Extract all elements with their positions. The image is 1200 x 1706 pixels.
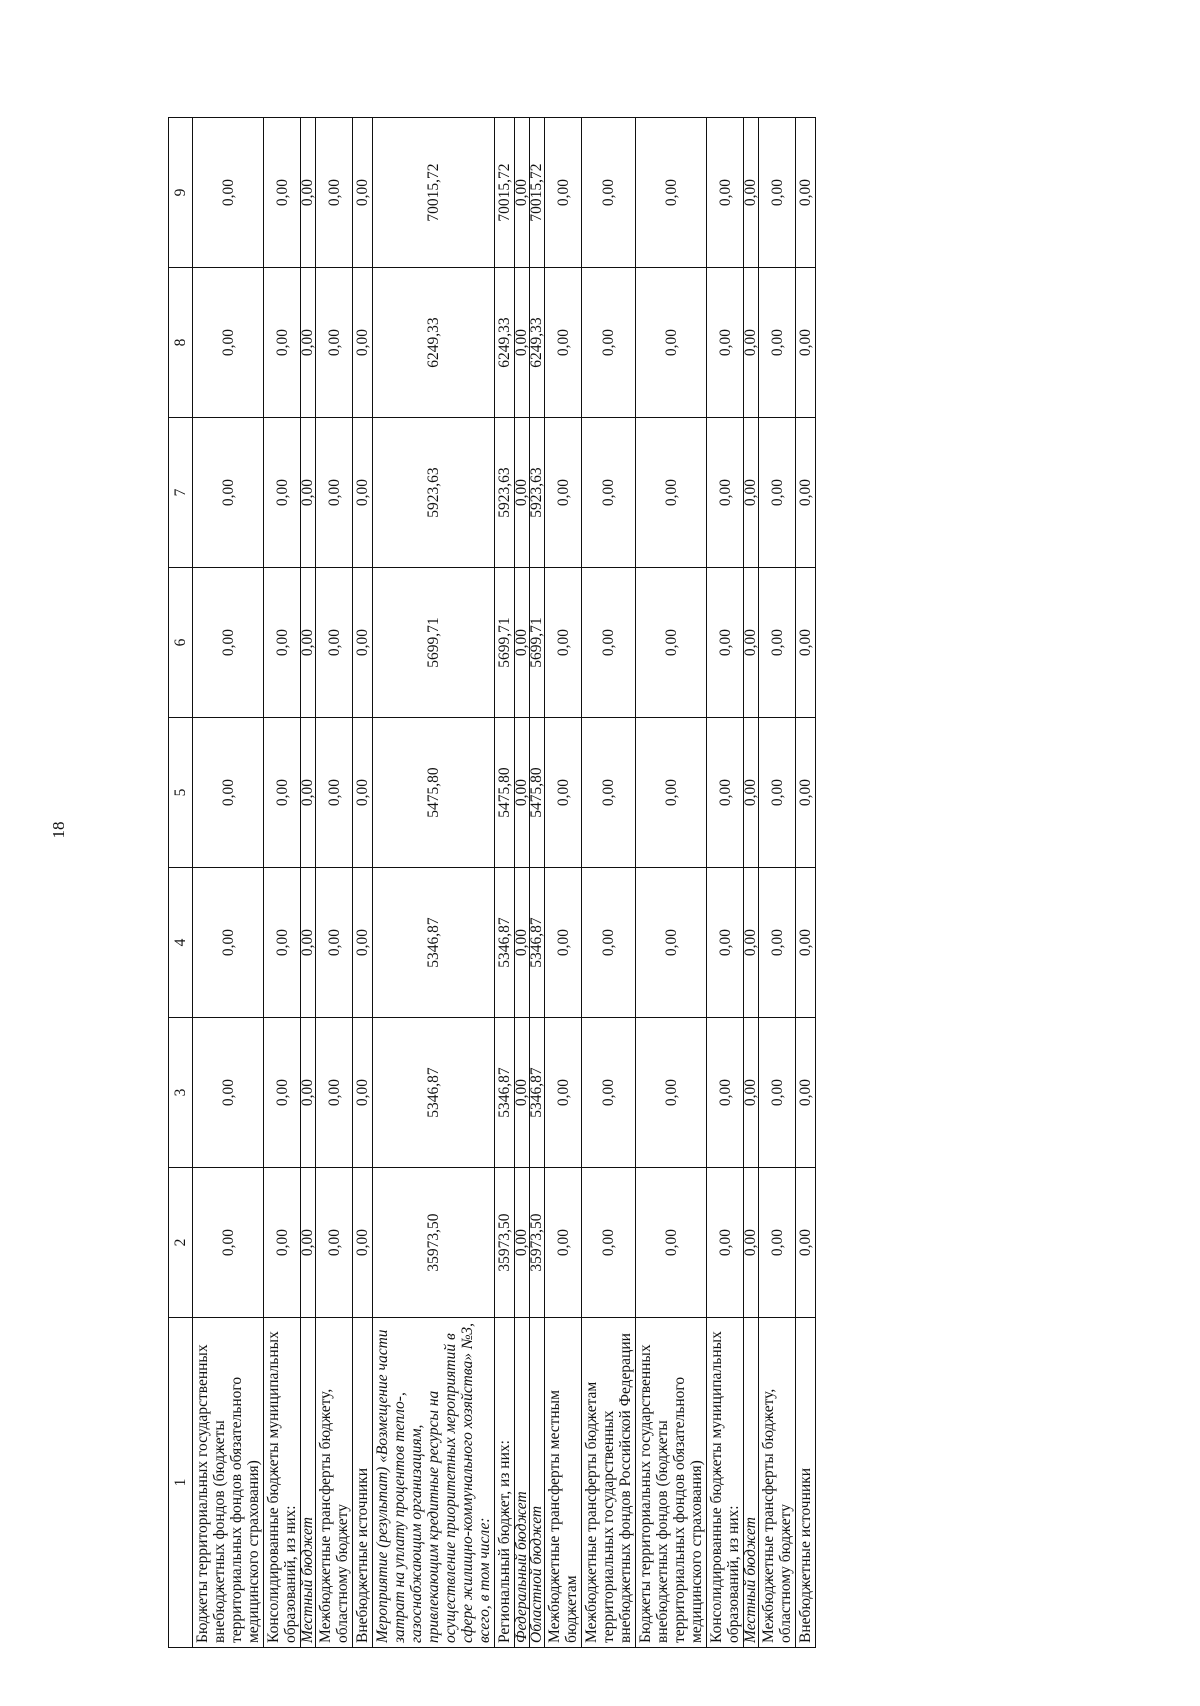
value-cell: 0,00 [193, 568, 264, 718]
value-cell: 0,00 [316, 268, 353, 418]
value-cell: 0,00 [796, 868, 816, 1018]
value-cell: 0,00 [744, 868, 759, 1018]
table-row [495, 118, 515, 1648]
value-cell: 0,00 [515, 1168, 530, 1318]
row-label: Межбюджетные трансферты местным бюджетам [545, 1318, 582, 1648]
value-cell: 0,00 [316, 568, 353, 718]
value-cell: 0,00 [759, 1168, 796, 1318]
value-cell: 0,00 [264, 868, 301, 1018]
value-cell: 0,00 [353, 1168, 373, 1318]
value-cell: 0,00 [316, 118, 353, 268]
value-cell: 0,00 [353, 868, 373, 1018]
value-cell: 0,00 [636, 568, 707, 718]
value-cell: 0,00 [582, 268, 636, 418]
value-cell: 0,00 [744, 1168, 759, 1318]
value-cell: 0,00 [353, 1018, 373, 1168]
value-cell: 0,00 [301, 718, 316, 868]
value-cell: 0,00 [264, 718, 301, 868]
value-cell: 0,00 [744, 418, 759, 568]
value-cell: 0,00 [193, 718, 264, 868]
table-row [545, 118, 582, 1648]
value-cell: 0,00 [796, 418, 816, 568]
value-cell: 0,00 [636, 118, 707, 268]
row-label: Областной бюджет [530, 1318, 545, 1648]
value-cell: 0,00 [707, 868, 744, 1018]
value-cell: 0,00 [301, 1168, 316, 1318]
row-label: Консолидированные бюджеты муниципальных образований, из них: [264, 1318, 301, 1648]
value-cell: 0,00 [636, 1168, 707, 1318]
value-cell: 0,00 [316, 1018, 353, 1168]
value-cell: 0,00 [545, 718, 582, 868]
value-cell: 0,00 [515, 418, 530, 568]
value-cell: 0,00 [353, 118, 373, 268]
value-cell: 0,00 [264, 418, 301, 568]
page-number: 18 [49, 821, 68, 839]
value-cell: 0,00 [759, 418, 796, 568]
column-header-6: 6 [169, 568, 193, 718]
value-cell: 0,00 [301, 868, 316, 1018]
value-cell: 0,00 [582, 568, 636, 718]
value-cell: 0,00 [545, 118, 582, 268]
table-row [373, 118, 495, 1648]
value-cell: 0,00 [301, 418, 316, 568]
value-cell: 5923,63 [495, 418, 515, 568]
value-cell: 0,00 [744, 118, 759, 268]
value-cell: 0,00 [193, 118, 264, 268]
row-label: Консолидированные бюджеты муниципальных образований, из них: [707, 1318, 744, 1648]
header-row [169, 118, 193, 1648]
table-row [301, 118, 316, 1648]
value-cell: 5475,80 [530, 718, 545, 868]
value-cell: 0,00 [515, 568, 530, 718]
value-cell: 0,00 [759, 568, 796, 718]
row-label: Внебюджетные источники [796, 1318, 816, 1648]
value-cell: 0,00 [515, 118, 530, 268]
value-cell: 5346,87 [530, 1018, 545, 1168]
value-cell: 0,00 [264, 1168, 301, 1318]
value-cell: 70015,72 [530, 118, 545, 268]
table-row [582, 118, 636, 1648]
row-label: Бюджеты территориальных государственных внебюджетных фондов (бюджеты территориальных фондов обязательного медицинского страхования) [193, 1318, 264, 1648]
value-cell: 6249,33 [373, 268, 495, 418]
value-cell: 0,00 [707, 718, 744, 868]
value-cell: 0,00 [744, 1018, 759, 1168]
value-cell: 0,00 [744, 568, 759, 718]
value-cell: 0,00 [744, 268, 759, 418]
value-cell: 0,00 [707, 118, 744, 268]
table-row [759, 118, 796, 1648]
value-cell: 6249,33 [495, 268, 515, 418]
column-header-2: 2 [169, 1168, 193, 1318]
value-cell: 0,00 [545, 268, 582, 418]
value-cell: 0,00 [316, 718, 353, 868]
value-cell: 0,00 [582, 118, 636, 268]
value-cell: 0,00 [707, 418, 744, 568]
rotated-table-container [168, 118, 1078, 1648]
value-cell: 0,00 [545, 1168, 582, 1318]
column-header-5: 5 [169, 718, 193, 868]
value-cell: 0,00 [193, 268, 264, 418]
value-cell: 0,00 [796, 268, 816, 418]
value-cell: 0,00 [264, 568, 301, 718]
column-header-7: 7 [169, 418, 193, 568]
value-cell: 5699,71 [373, 568, 495, 718]
value-cell: 0,00 [193, 1168, 264, 1318]
value-cell: 35973,50 [495, 1168, 515, 1318]
table-row [353, 118, 373, 1648]
value-cell: 0,00 [193, 418, 264, 568]
table-row [264, 118, 301, 1648]
value-cell: 0,00 [515, 268, 530, 418]
value-cell: 0,00 [582, 1018, 636, 1168]
value-cell: 0,00 [582, 868, 636, 1018]
column-header-8: 8 [169, 268, 193, 418]
budget-table [168, 117, 816, 1648]
value-cell: 0,00 [759, 118, 796, 268]
value-cell: 0,00 [353, 568, 373, 718]
value-cell: 0,00 [545, 418, 582, 568]
value-cell: 0,00 [515, 868, 530, 1018]
value-cell: 5346,87 [373, 868, 495, 1018]
value-cell: 0,00 [353, 268, 373, 418]
value-cell: 0,00 [515, 1018, 530, 1168]
value-cell: 5475,80 [373, 718, 495, 868]
table-row [796, 118, 816, 1648]
table-row [316, 118, 353, 1648]
table-row [707, 118, 744, 1648]
value-cell: 0,00 [744, 718, 759, 868]
column-header-4: 4 [169, 868, 193, 1018]
value-cell: 70015,72 [495, 118, 515, 268]
value-cell: 0,00 [193, 1018, 264, 1168]
value-cell: 0,00 [353, 718, 373, 868]
table-row [744, 118, 759, 1648]
value-cell: 0,00 [193, 868, 264, 1018]
value-cell: 0,00 [301, 268, 316, 418]
value-cell: 0,00 [264, 1018, 301, 1168]
value-cell: 5346,87 [373, 1018, 495, 1168]
value-cell: 0,00 [545, 568, 582, 718]
value-cell: 70015,72 [373, 118, 495, 268]
row-label: Региональный бюджет, из них: [495, 1318, 515, 1648]
value-cell: 0,00 [582, 718, 636, 868]
value-cell: 5923,63 [530, 418, 545, 568]
value-cell: 5699,71 [530, 568, 545, 718]
table-row [530, 118, 545, 1648]
value-cell: 0,00 [796, 718, 816, 868]
value-cell: 0,00 [759, 868, 796, 1018]
table-body [193, 118, 816, 1648]
row-label: Межбюджетные трансферты бюджету, областному бюджету [316, 1318, 353, 1648]
value-cell: 0,00 [316, 1168, 353, 1318]
value-cell: 5699,71 [495, 568, 515, 718]
table-row [636, 118, 707, 1648]
row-label: Местный бюджет [744, 1318, 759, 1648]
value-cell: 0,00 [301, 1018, 316, 1168]
value-cell: 0,00 [316, 868, 353, 1018]
value-cell: 0,00 [796, 568, 816, 718]
row-label: Межбюджетные трансферты бюджетам территориальных государственных внебюджетных фондов Российской Федерации [582, 1318, 636, 1648]
value-cell: 5346,87 [495, 868, 515, 1018]
column-header-9: 9 [169, 118, 193, 268]
value-cell: 5346,87 [530, 868, 545, 1018]
value-cell: 0,00 [636, 268, 707, 418]
value-cell: 5923,63 [373, 418, 495, 568]
value-cell: 0,00 [796, 1168, 816, 1318]
value-cell: 0,00 [636, 718, 707, 868]
value-cell: 5346,87 [495, 1018, 515, 1168]
value-cell: 0,00 [759, 718, 796, 868]
value-cell: 0,00 [707, 1018, 744, 1168]
row-label: Федеральный бюджет [515, 1318, 530, 1648]
value-cell: 0,00 [301, 118, 316, 268]
value-cell: 5475,80 [495, 718, 515, 868]
value-cell: 0,00 [582, 418, 636, 568]
value-cell: 0,00 [545, 868, 582, 1018]
value-cell: 0,00 [759, 268, 796, 418]
value-cell: 0,00 [582, 1168, 636, 1318]
value-cell: 0,00 [636, 1018, 707, 1168]
value-cell: 0,00 [264, 268, 301, 418]
value-cell: 0,00 [316, 418, 353, 568]
value-cell: 0,00 [636, 868, 707, 1018]
value-cell: 0,00 [264, 118, 301, 268]
row-label: Внебюджетные источники [353, 1318, 373, 1648]
row-label: Межбюджетные трансферты бюджету, областному бюджету [759, 1318, 796, 1648]
value-cell: 6249,33 [530, 268, 545, 418]
value-cell: 35973,50 [530, 1168, 545, 1318]
column-header-3: 3 [169, 1018, 193, 1168]
value-cell: 0,00 [545, 1018, 582, 1168]
value-cell: 0,00 [707, 268, 744, 418]
value-cell: 0,00 [515, 718, 530, 868]
row-label: Местный бюджет [301, 1318, 316, 1648]
value-cell: 0,00 [301, 568, 316, 718]
column-header-1: 1 [169, 1318, 193, 1648]
value-cell: 0,00 [796, 118, 816, 268]
table-row [193, 118, 264, 1648]
value-cell: 0,00 [636, 418, 707, 568]
row-label: Бюджеты территориальных государственных внебюджетных фондов (бюджеты территориальных фондов обязательного медицинского страхования) [636, 1318, 707, 1648]
value-cell: 35973,50 [373, 1168, 495, 1318]
value-cell: 0,00 [707, 568, 744, 718]
value-cell: 0,00 [759, 1018, 796, 1168]
value-cell: 0,00 [707, 1168, 744, 1318]
value-cell: 0,00 [353, 418, 373, 568]
value-cell: 0,00 [796, 1018, 816, 1168]
row-label: Мероприятие (результат) «Возмещение части затрат на уплату процентов тепло-, газоснабжающим организациям, привлекающим кредитные ресурсы на осуществление приоритетных мероприятий в сфере жилищно-коммунального хозяйства» №3, всего, в том числе: [373, 1318, 495, 1648]
